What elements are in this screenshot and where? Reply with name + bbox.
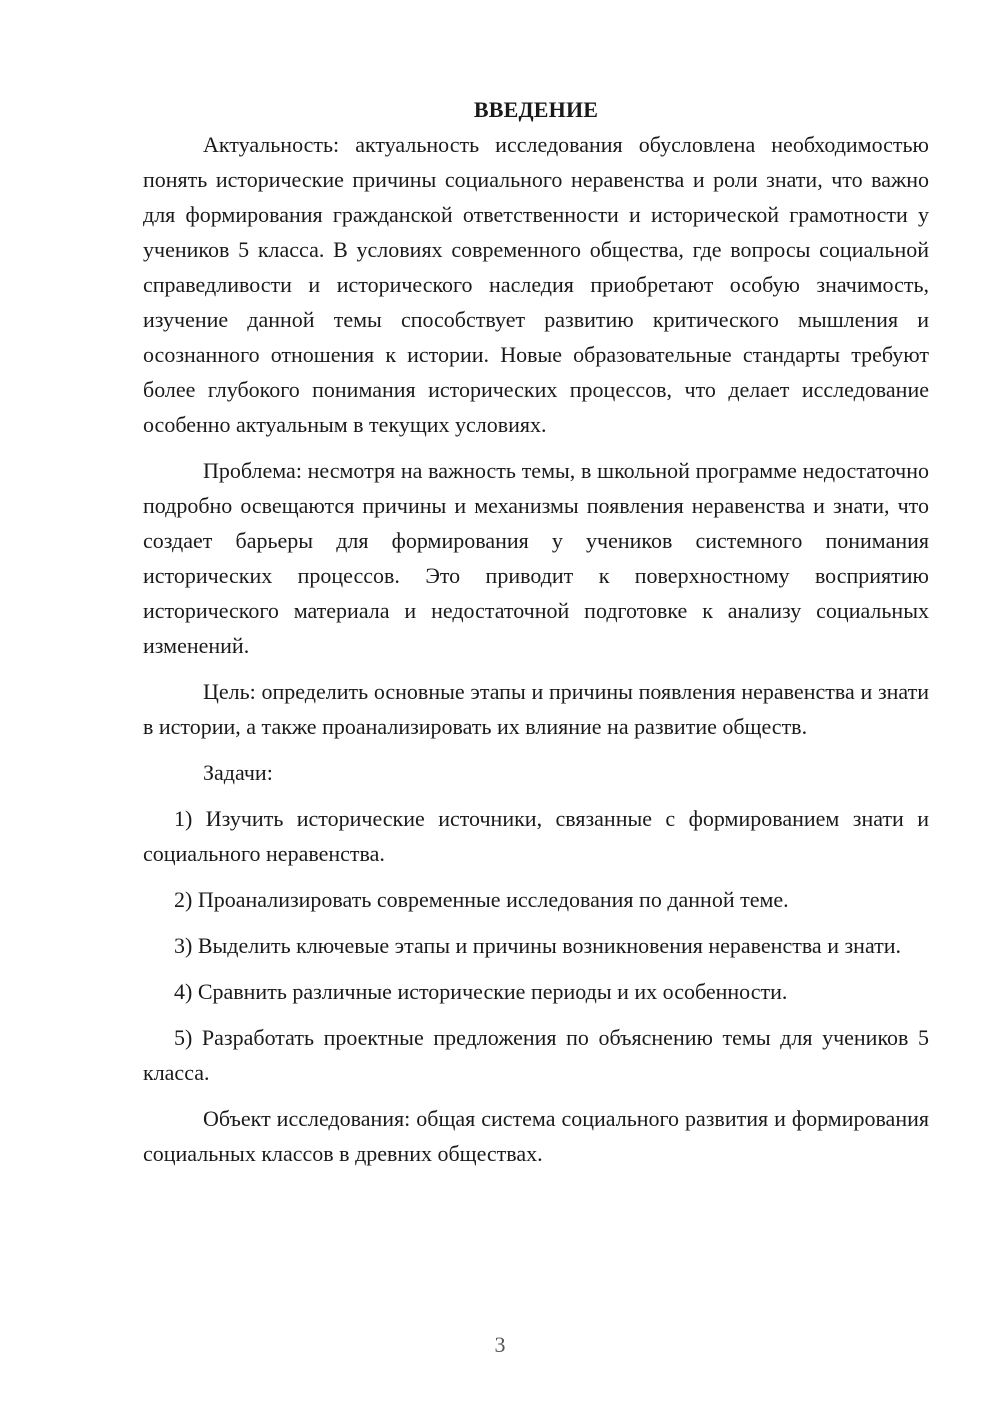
page-title: ВВЕДЕНИЕ [473, 97, 599, 122]
task-item: 1) Изучить исторические источники, связанные с формированием знати и социального неравенства. [143, 806, 929, 866]
task-item: 2) Проанализировать современные исследования по данной теме. [174, 887, 789, 912]
task-item: 5) Разработать проектные предложения по объяснению темы для учеников 5 класса. [143, 1025, 929, 1085]
page-number: 3 [494, 1332, 506, 1357]
goal-paragraph: Цель: определить основные этапы и причины появления неравенства и знати в истории, а также проанализировать их влияние на развитие обществ. [143, 679, 929, 739]
object-paragraph: Объект исследования: общая система социального развития и формирования социальных классов в древних обществах. [143, 1106, 929, 1166]
problem-paragraph: Проблема: несмотря на важность темы, в школьной программе недостаточно подробно освещаются причины и механизмы появления неравенства и знати, что создает барьеры для формирования у учеников системного понимания исторических процессов. Это приводит к поверхностному восприятию исторического материала и недостаточной подготовке к анализу социальных изменений. [143, 458, 929, 658]
relevance-paragraph: Актуальность: актуальность исследования обусловлена необходимостью понять исторические причины социального неравенства и роли знати, что важно для формирования гражданской ответственности и исторической грамотности у учеников 5 класса. В условиях современного общества, где вопросы социальной справедливости и исторического наследия приобретают особую значимость, изучение данной темы способствует развитию критического мышления и осознанного отношения к истории. Новые образовательные стандарты требуют более глубокого понимания исторических процессов, что делает исследование особенно актуальным в текущих условиях. [143, 132, 929, 437]
task-item: 3) Выделить ключевые этапы и причины возникновения неравенства и знати. [174, 933, 902, 958]
tasks-heading: Задачи: [203, 760, 273, 785]
document-page [143, 92, 929, 1182]
task-item: 4) Сравнить различные исторические периоды и их особенности. [174, 979, 788, 1004]
